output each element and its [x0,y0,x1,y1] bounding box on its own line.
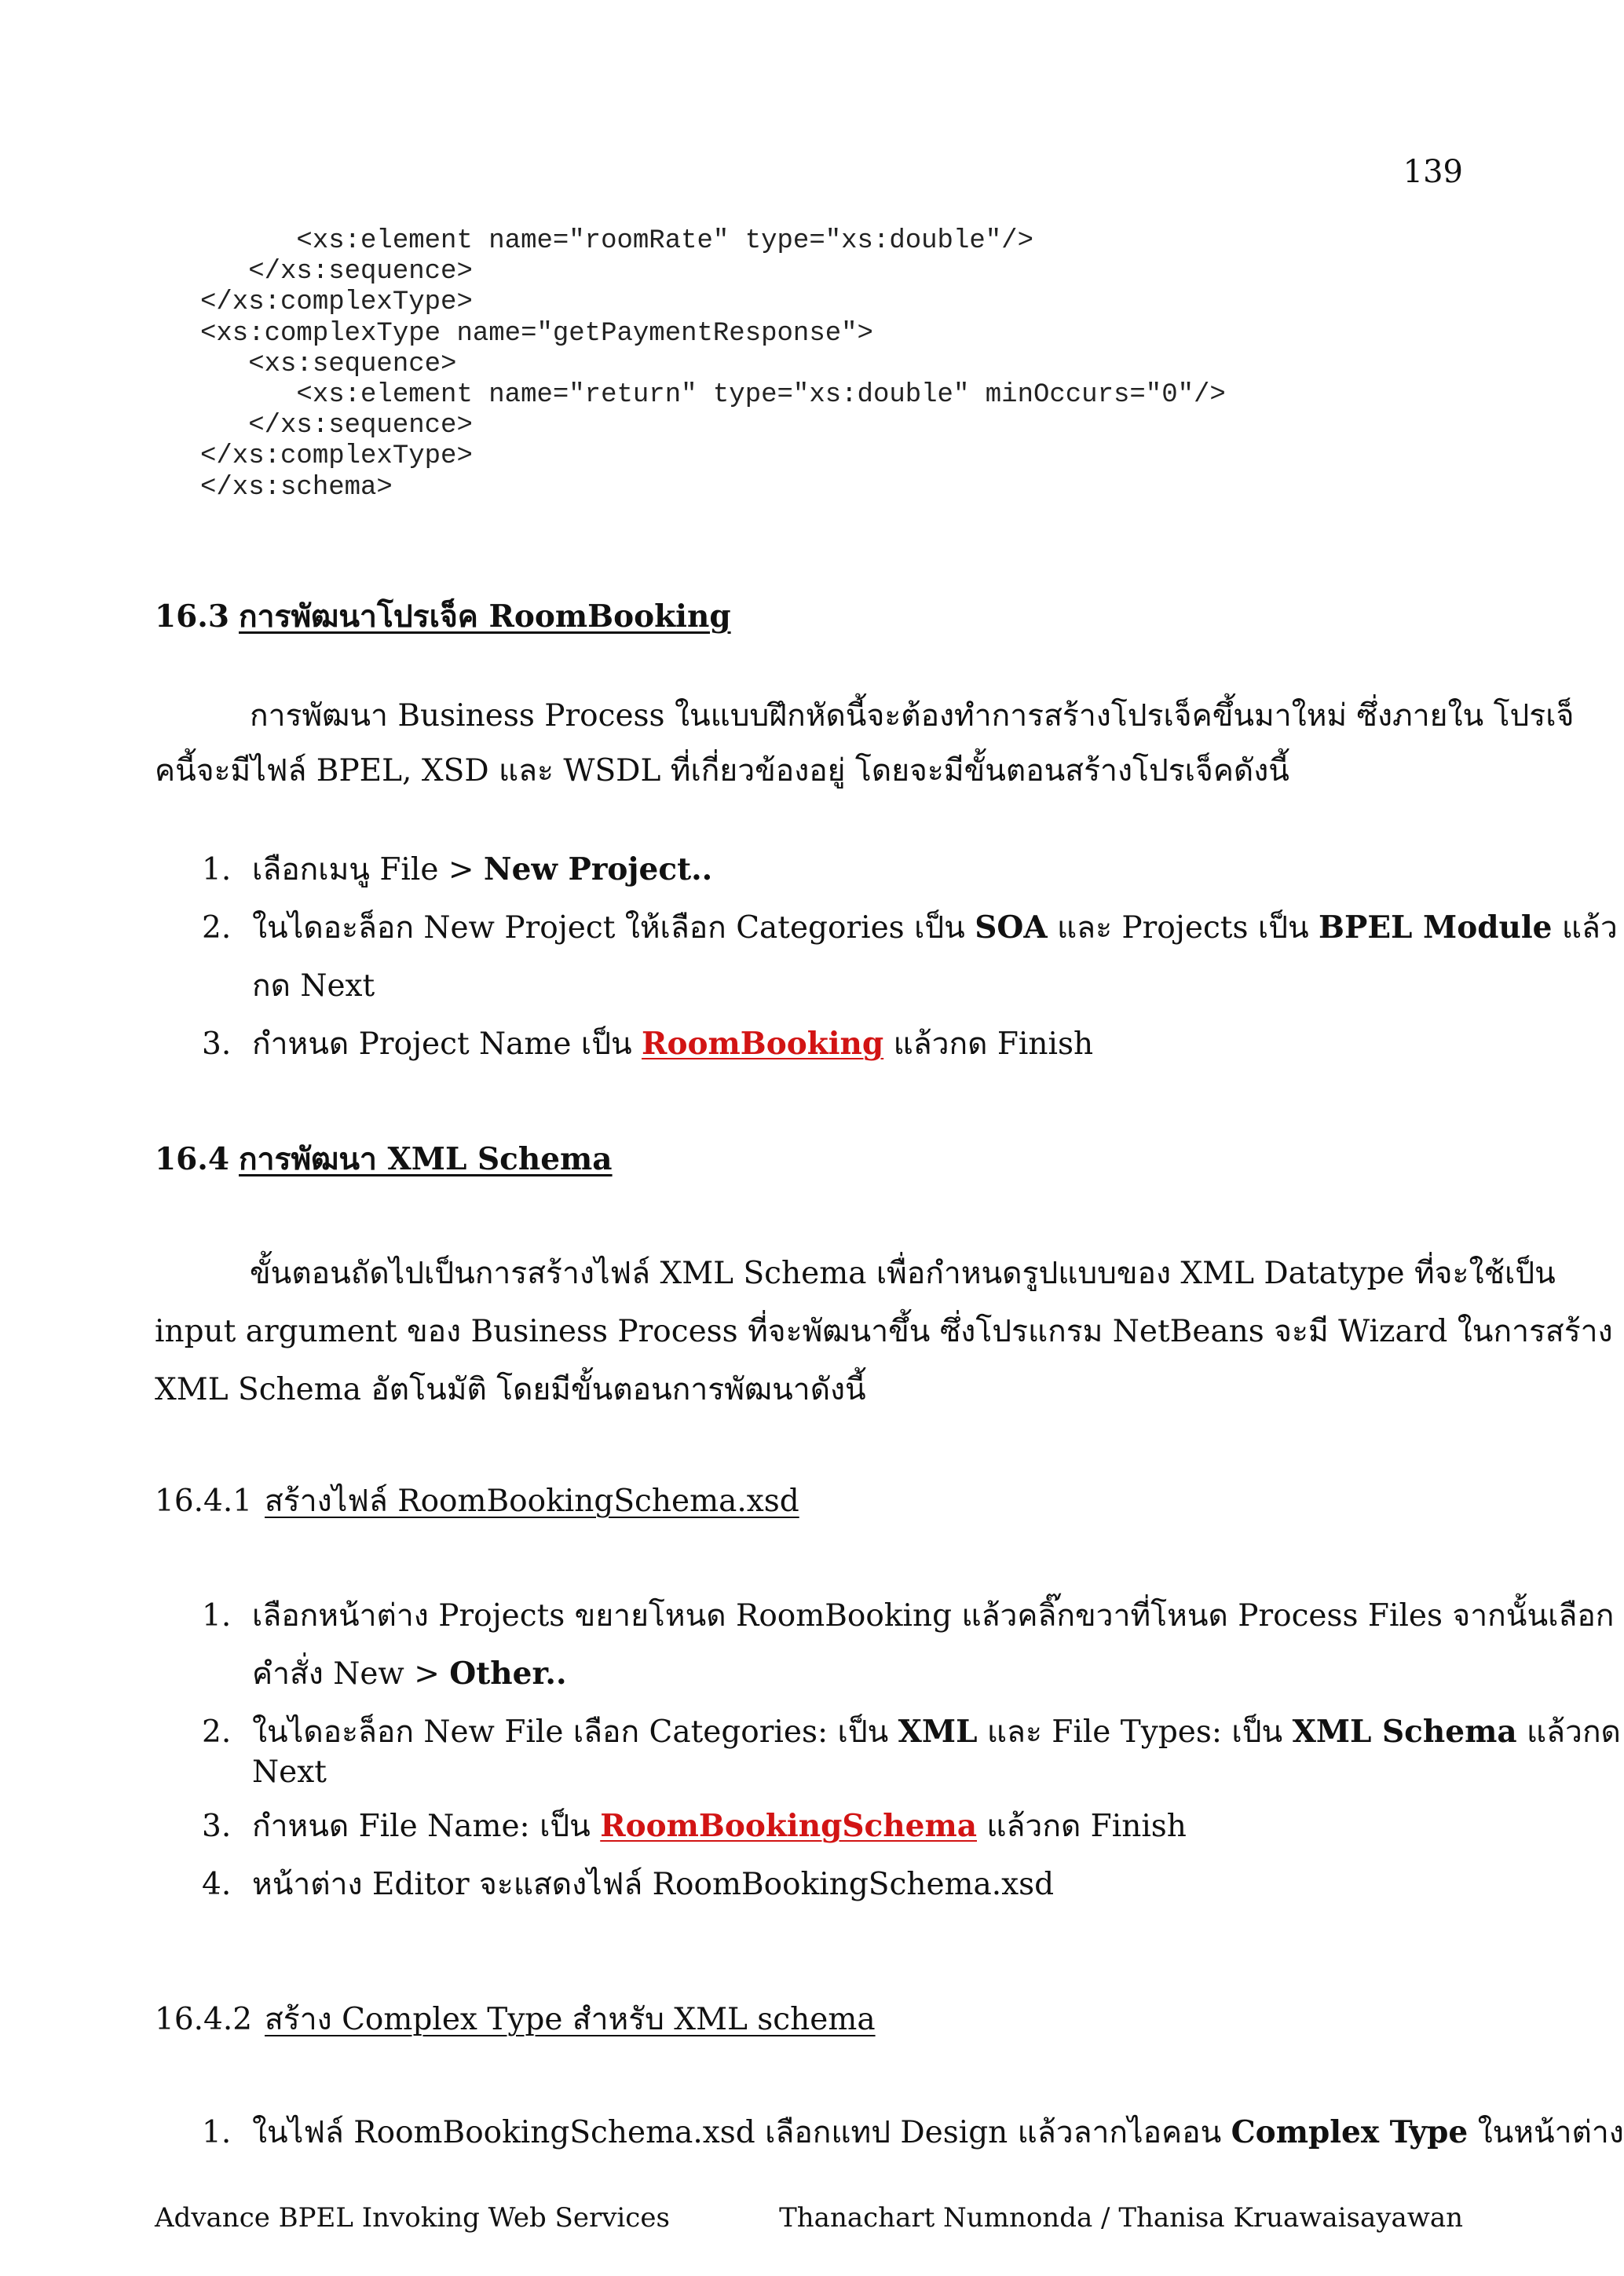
list-item: 4. หน้าต่าง Editor จะแสดงไฟล์ RoomBookingSchema.xsd [202,1867,1055,1902]
paragraph-line: คนี้จะมีไฟล์ BPEL, XSD และ WSDL ที่เกี่ยวข้องอยู่ โดยจะมีขั้นตอนสร้างโปรเจ็คดังนี้ [155,753,1289,789]
page-number: 139 [1403,154,1463,190]
list-item-continuation: กด Next [252,968,375,1004]
subsection-number: 16.4.1 [155,1484,253,1519]
code-line: <xs:element name="return" type="xs:double" minOccurs="0"/> [200,380,1226,411]
list-item: 2. ในไดอะล็อก New Project ให้เลือก Categories เป็น SOA และ Projects เป็น BPEL Module แล้ว [202,909,1618,946]
code-line: </xs:complexType> [200,287,473,318]
list-item: 1. ในไฟล์ RoomBookingSchema.xsd เลือกแทป Design แล้วลากไอคอน Complex Type ในหน้าต่าง [202,2114,1624,2150]
subsection-title: สร้างไฟล์ RoomBookingSchema.xsd [265,1484,799,1519]
paragraph-line: การพัฒนา Business Process ในแบบฝึกหัดนี้จะต้องทำการสร้างโปรเจ็คขึ้นมาใหม่ ซึ่งภายใน โปรเจ็ [250,698,1575,734]
list-item: 3. กำหนด Project Name เป็น RoomBooking แล้วกด Finish [202,1026,1094,1062]
section-title: การพัฒนา XML Schema [239,1141,613,1177]
section-heading-16-3 [155,592,731,641]
footer-right: Thanachart Numnonda / Thanisa Kruawaisayawan [779,2202,1463,2234]
code-line: <xs:sequence> [200,349,457,379]
subsection-heading-16-4-2 [155,1995,876,2044]
section-number: 16.4 [155,1141,229,1177]
file-name-highlight: RoomBookingSchema [600,1808,977,1844]
code-line: </xs:sequence> [200,257,473,287]
list-item: 2. ในไดอะล็อก New File เลือก Categories: เป็น XML และ File Types: เป็น XML Schema แล้วกด [202,1714,1621,1750]
subsection-number: 16.4.2 [155,2002,253,2037]
paragraph-line: ขั้นตอนถัดไปเป็นการสร้างไฟล์ XML Schema เพื่อกำหนดรูปแบบของ XML Datatype ที่จะใช้เป็น [250,1256,1556,1291]
section-heading-16-4 [155,1135,613,1184]
xml-code-block [200,226,1226,503]
code-line: </xs:sequence> [200,411,473,441]
list-item: 3. กำหนด File Name: เป็น RoomBookingSchema แล้วกด Finish [202,1808,1187,1844]
list-item-continuation: Next [252,1755,327,1790]
code-line: </xs:complexType> [200,441,473,472]
code-line: <xs:complexType name="getPaymentResponse"> [200,318,873,349]
paragraph-line: XML Schema อัตโนมัติ โดยมีขั้นตอนการพัฒนาดังนี้ [155,1372,866,1407]
subsection-heading-16-4-1 [155,1476,799,1525]
list-item: 1. เลือกหน้าต่าง Projects ขยายโหนด RoomBooking แล้วคลิ๊กขวาที่โหนด Process Files จากนั้นเลือก [202,1598,1615,1634]
list-item: 1. เลือกเมนู File > New Project.. [202,851,713,887]
section-number: 16.3 [155,598,229,635]
subsection-title: สร้าง Complex Type สำหรับ XML schema [265,2002,876,2037]
paragraph-line: input argument ของ Business Process ที่จะพัฒนาขึ้น ซึ่งโปรแกรม NetBeans จะมี Wizard ในการสร้าง [155,1314,1613,1349]
project-name-highlight: RoomBooking [642,1026,884,1062]
list-item-continuation: คำสั่ง New > Other.. [252,1656,567,1692]
footer-left: Advance BPEL Invoking Web Services [155,2202,670,2234]
section-title: การพัฒนาโปรเจ็ค RoomBooking [239,598,731,635]
code-line: </xs:schema> [200,472,393,503]
code-line: <xs:element name="roomRate" type="xs:double"/> [200,226,1033,256]
